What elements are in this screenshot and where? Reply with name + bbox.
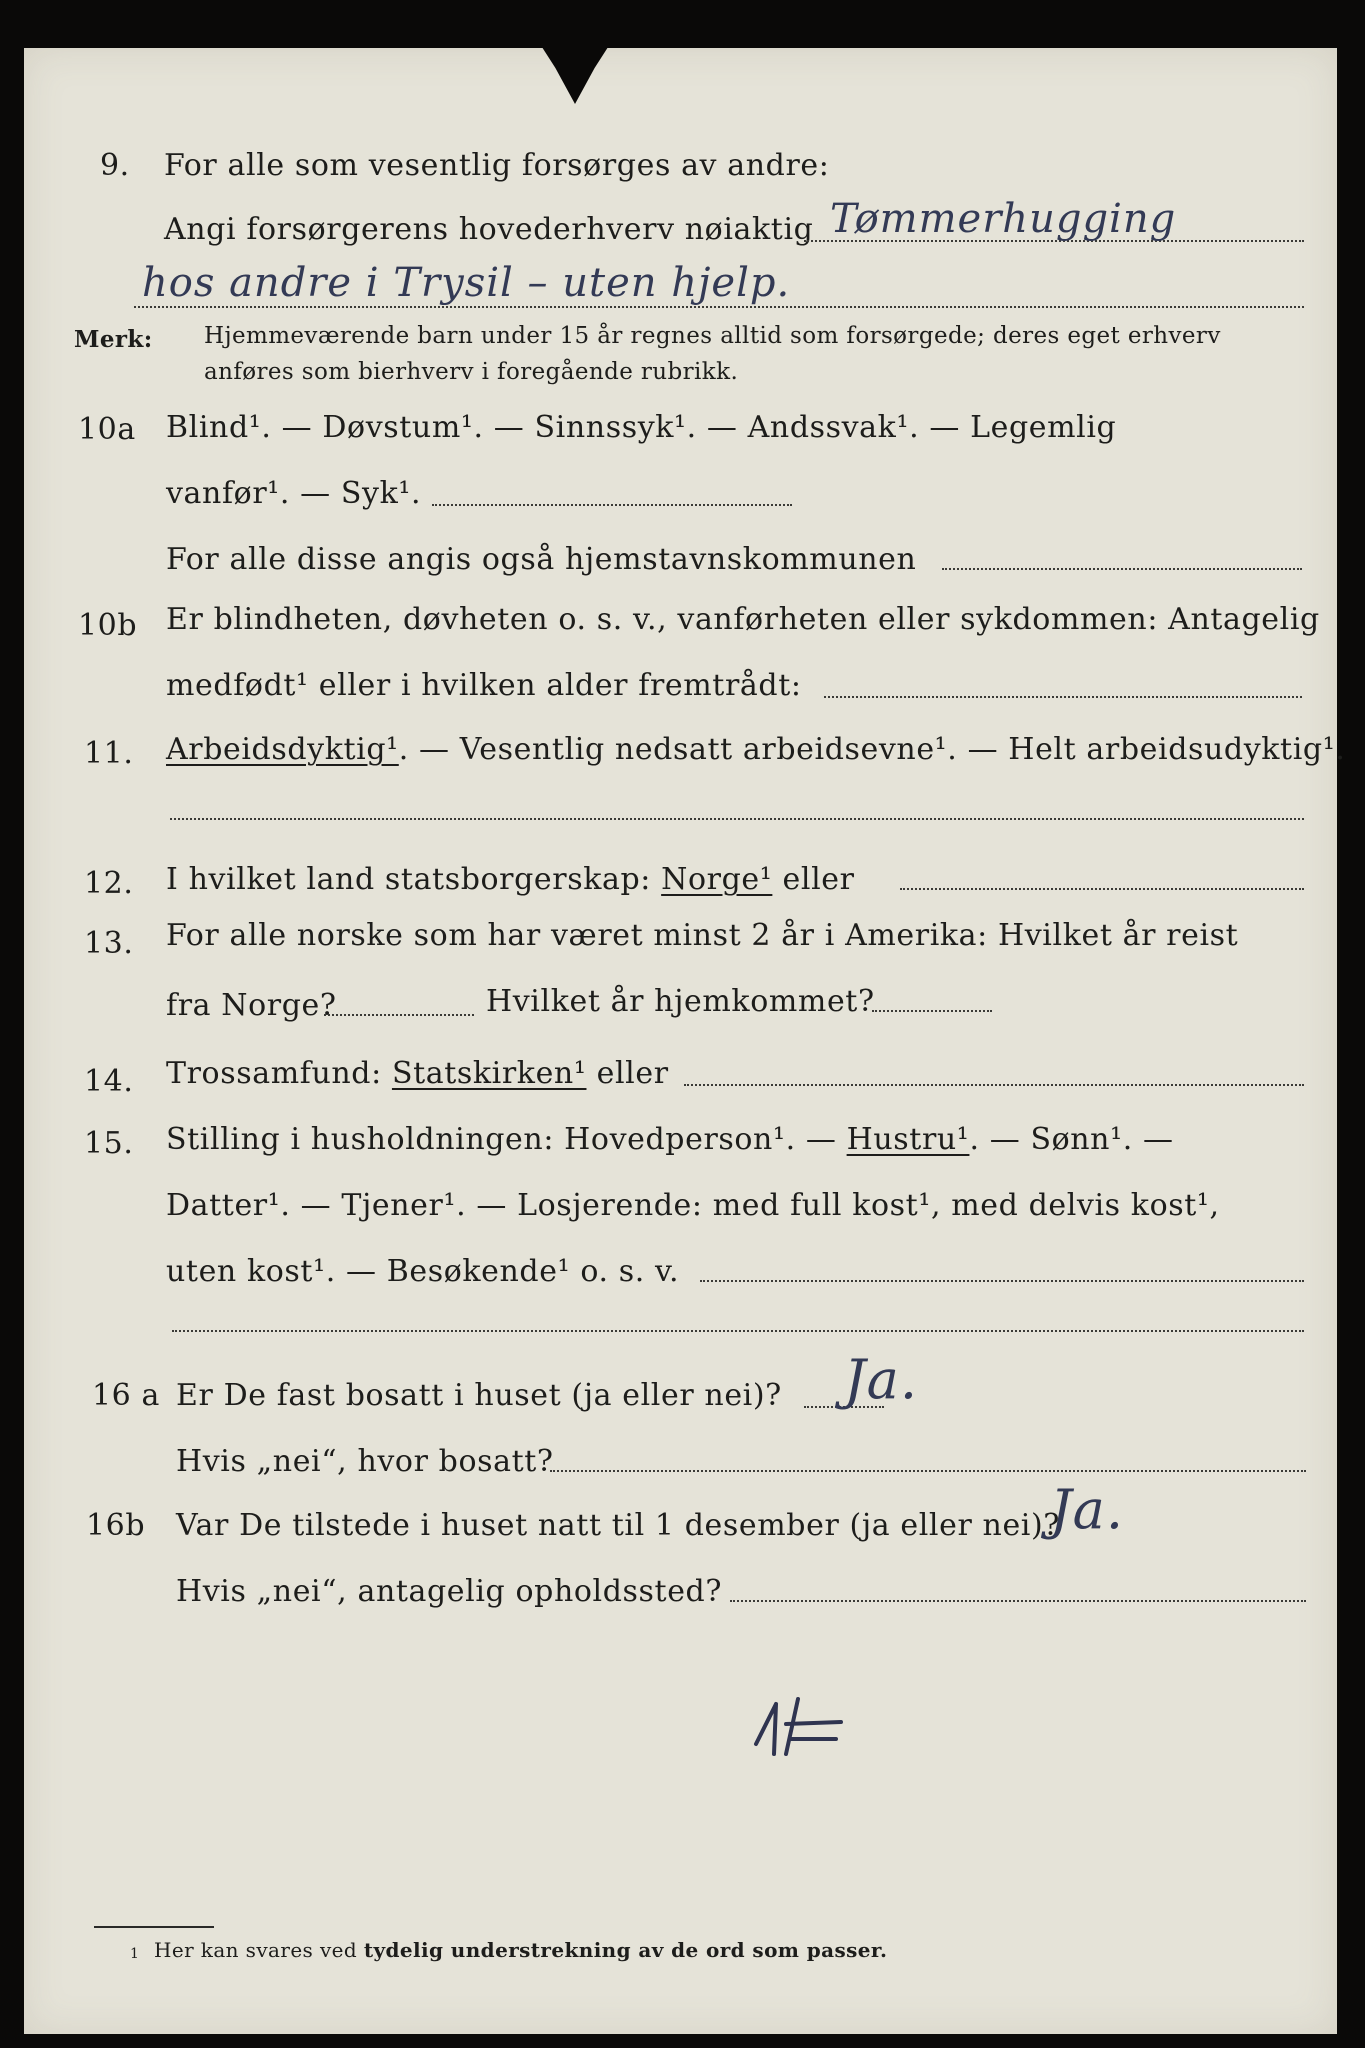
merk-line1: Hjemmeværende barn under 15 år regnes alltid som forsørgede; deres eget erhverv	[204, 323, 1221, 349]
q13-number: 13.	[84, 926, 134, 961]
q12-number: 12.	[84, 866, 134, 901]
merk-label: Merk:	[74, 326, 153, 353]
q11-arbeidsdyktig-underlined: Arbeidsdyktig¹	[166, 732, 399, 767]
q16b-opholdssted-answer-line	[730, 1600, 1306, 1602]
q16b-line2: Hvis „nei“, antagelig opholdssted?	[176, 1574, 723, 1609]
q10a-line2: vanfør¹. — Syk¹.	[166, 476, 422, 511]
q15-line2: Datter¹. — Tjener¹. — Losjerende: med full kost¹, med delvis kost¹,	[166, 1188, 1220, 1223]
q16a-line1: Er De fast bosatt i huset (ja eller nei)?	[176, 1378, 782, 1413]
q9-number: 9.	[100, 148, 130, 183]
q14-pre: Trossamfund:	[166, 1056, 382, 1091]
q16b-line1: Var De tilstede i huset natt til 1 desember (ja eller nei)?	[176, 1508, 1060, 1543]
q9-line1: For alle som vesentlig forsørges av andre:	[164, 148, 830, 183]
q15-line1-post: . — Sønn¹. —	[969, 1122, 1174, 1157]
q10a-line1: Blind¹. — Døvstum¹. — Sinnssyk¹. — Andssvak¹. — Legemlig	[166, 410, 1117, 445]
footnote-rule	[94, 1926, 214, 1928]
census-form-page	[24, 48, 1346, 2034]
q9-handwritten-answer-1: Tømmerhugging	[830, 196, 1177, 242]
q10b-answer-line	[824, 696, 1302, 698]
handwritten-initials-mark	[746, 1684, 866, 1764]
q10b-number: 10b	[78, 608, 138, 643]
q14-line	[166, 1056, 669, 1092]
q9-handwritten-answer-2: hos andre i Trysil – uten hjelp.	[142, 260, 791, 306]
footnote-text-pre: Her kan svares ved	[154, 1938, 358, 1962]
footnote-mark: 1	[130, 1946, 140, 1962]
q10b-line1: Er blindheten, døvheten o. s. v., vanførheten eller sykdommen: Antagelig	[166, 602, 1320, 637]
q14-statskirken-underlined: Statskirken¹	[391, 1056, 587, 1091]
q15-answer-line-2	[172, 1330, 1304, 1332]
q14-post: eller	[596, 1056, 669, 1091]
footnote-text	[154, 1932, 887, 1968]
q12-pre: I hvilket land statsborgerskap:	[166, 862, 651, 897]
q9-line2: Angi forsørgerens hovederhverv nøiaktig	[164, 212, 814, 247]
q11-rest: . — Vesentlig nedsatt arbeidsevne¹. — Helt arbeidsudyktig¹.	[398, 732, 1346, 767]
q13-reist-answer-line	[324, 1014, 474, 1016]
q11-number: 11.	[84, 736, 134, 771]
q11-line	[166, 732, 1345, 768]
q14-answer-line	[684, 1084, 1304, 1086]
q16a-handwritten-answer: Ja.	[844, 1348, 919, 1411]
q15-line3: uten kost¹. — Besøkende¹ o. s. v.	[166, 1254, 680, 1289]
q13-line2b: Hvilket år hjemkommet?	[486, 984, 875, 1019]
q15-number: 15.	[84, 1126, 134, 1161]
q12-post: eller	[782, 862, 855, 897]
q16b-number: 16b	[86, 1508, 146, 1543]
q15-hustru-underlined: Hustru¹	[846, 1122, 970, 1157]
q12-answer-line	[900, 888, 1304, 890]
q10a-line3: For alle disse angis også hjemstavnskommunen	[166, 542, 917, 577]
q10b-line2: medfødt¹ eller i hvilken alder fremtrådt:	[166, 668, 802, 703]
q14-number: 14.	[84, 1064, 134, 1099]
q16a-bosatt-answer-line	[550, 1470, 1306, 1472]
q15-answer-line	[700, 1280, 1304, 1282]
q15-line1-pre: Stilling i husholdningen: Hovedperson¹. —	[166, 1122, 837, 1157]
q16a-line2: Hvis „nei“, hvor bosatt?	[176, 1444, 554, 1479]
merk-line2: anføres som bierhverv i foregående rubrikk.	[204, 359, 739, 385]
q10a-syk-answer-line	[432, 504, 792, 506]
q16a-number: 16 a	[92, 1378, 160, 1413]
q16b-handwritten-answer: Ja.	[1050, 1478, 1125, 1541]
q10a-hjemstavn-answer-line	[942, 568, 1302, 570]
q12-norge-underlined: Norge¹	[661, 862, 773, 897]
q12-line	[166, 862, 855, 898]
q13-hjemkommet-answer-line	[872, 1010, 992, 1012]
q13-line1: For alle norske som har været minst 2 år i Amerika: Hvilket år reist	[166, 918, 1239, 953]
footnote-text-bold: tydelig understrekning av de ord som passer.	[363, 1938, 888, 1962]
q10a-number: 10a	[78, 412, 136, 447]
q9-answer-line-2	[134, 306, 1304, 308]
q13-line2a: fra Norge?	[166, 988, 337, 1023]
q15-line1	[166, 1122, 1174, 1158]
q11-answer-line	[170, 818, 1304, 820]
